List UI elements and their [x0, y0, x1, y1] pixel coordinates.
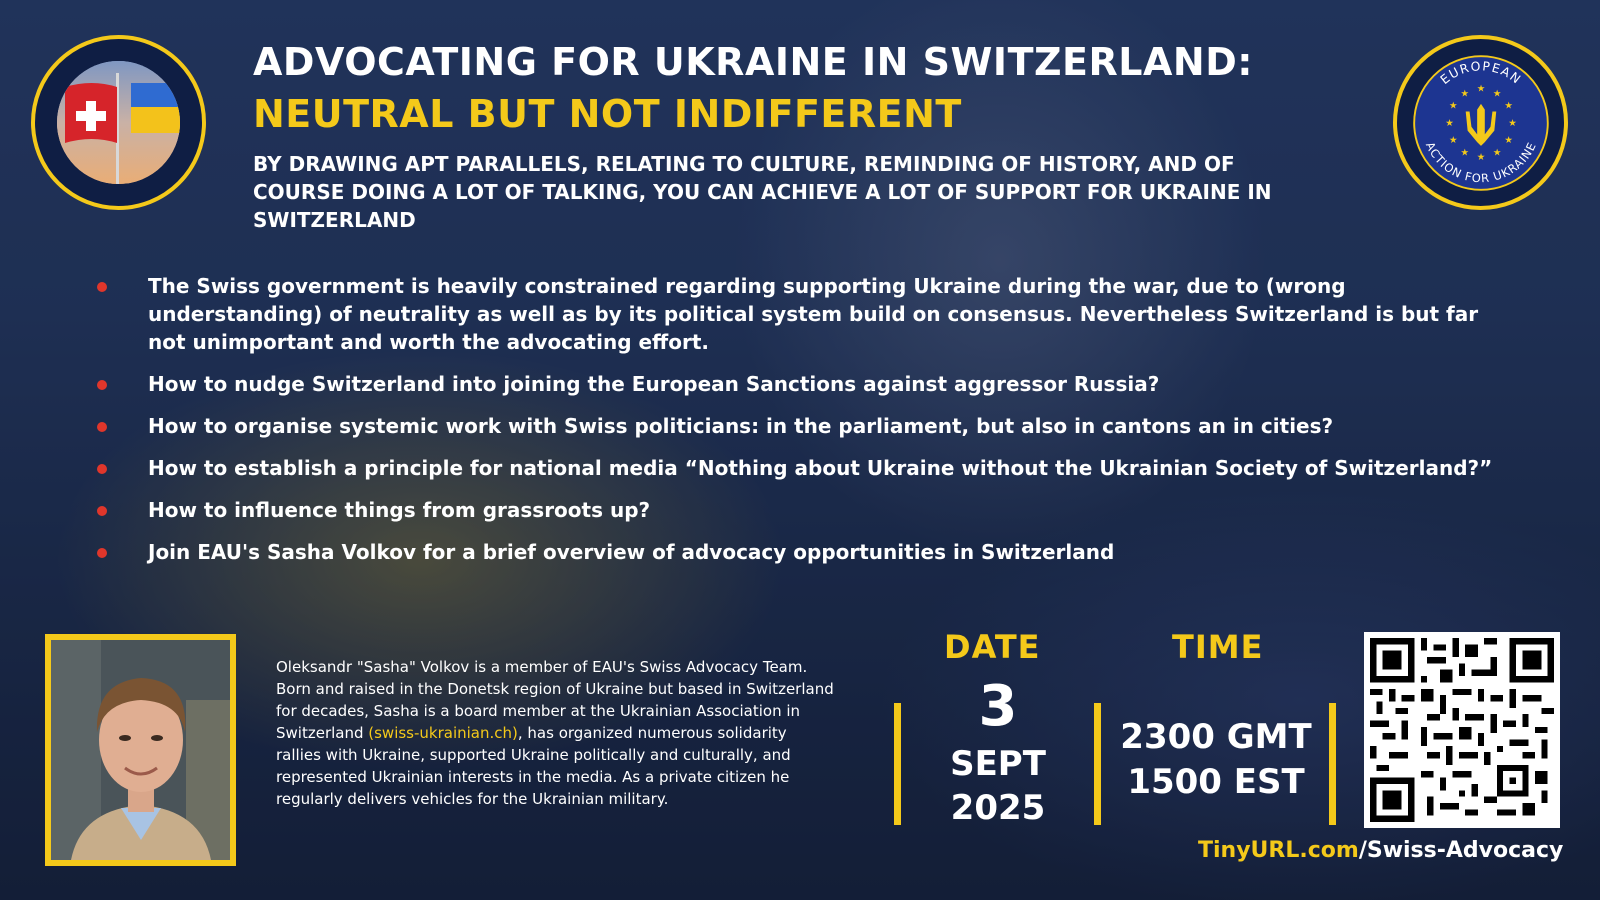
list-item	[92, 538, 1522, 566]
list-item	[92, 370, 1522, 398]
list-item	[92, 272, 1522, 356]
logo-bottom-text: ACTION FOR UKRAINE	[1422, 139, 1540, 186]
event-time-est: 1500 EST	[1127, 762, 1305, 802]
svg-text:★: ★	[1476, 83, 1486, 95]
bullet-text: How to organise systemic work with Swiss politicians: in the parliament, but also in cantons an in cities?	[148, 414, 1334, 438]
speaker-bio	[276, 656, 836, 810]
event-day: 3	[978, 674, 1018, 739]
event-month: SEPT	[950, 744, 1046, 784]
svg-text:★: ★	[1504, 100, 1513, 112]
url-host[interactable]: TinyURL.com	[1198, 838, 1359, 863]
bullet-list	[92, 272, 1522, 580]
date-label: DATE	[944, 628, 1041, 666]
title-line-2: NEUTRAL BUT NOT INDIFFERENT	[253, 92, 962, 136]
list-item	[92, 496, 1522, 524]
svg-text:★: ★	[1445, 117, 1454, 129]
swiss-ukraine-flags-icon	[57, 61, 180, 184]
bullet-dot-icon	[97, 282, 107, 292]
svg-text:★: ★	[1449, 100, 1458, 112]
list-item	[92, 454, 1522, 482]
speaker-photo	[45, 634, 236, 866]
svg-text:★: ★	[1492, 88, 1502, 100]
qr-code-icon[interactable]	[1364, 632, 1560, 828]
bullet-text: How to establish a principle for national media “Nothing about Ukraine without the Ukrainian Society of Switzerland?”	[148, 456, 1493, 480]
bio-text-continued: , has organized numerous solidarity rallies with Ukraine, supported Ukraine politically and culturally, and represented Ukrainian interests in the media. As a private citizen he regularly delivers vehicles for the Ukrainian military.	[276, 724, 791, 808]
event-time-gmt: 2300 GMT	[1120, 717, 1312, 757]
svg-text:★: ★	[1460, 88, 1470, 100]
bullet-dot-icon	[97, 380, 107, 390]
bullet-text: How to nudge Switzerland into joining the European Sanctions against aggressor Russia?	[148, 372, 1160, 396]
title-line-1: ADVOCATING FOR UKRAINE IN SWITZERLAND:	[253, 40, 1253, 84]
url-path[interactable]: /Swiss-Advocacy	[1358, 838, 1564, 863]
bio-text: Oleksandr "Sasha" Volkov is a member of EAU's Swiss Advocacy Team. Born and raised in the Donetsk region of Ukraine but based in Switzerland for decades, Sasha is a board member at the Ukrainian Association in Switzerland	[276, 658, 834, 742]
bullet-dot-icon	[97, 506, 107, 516]
page-title	[253, 36, 1253, 140]
svg-text:★: ★	[1504, 135, 1513, 147]
bullet-text: The Swiss government is heavily constrained regarding supporting Ukraine during the war, due to (wrong understanding) of neutrality as well as by its political system build on consensus. Nevertheless Switzerland is but far not unimportant and worth the advocating effort.	[148, 274, 1479, 354]
logo-top-text: EUROPEAN	[1437, 58, 1525, 88]
flags-badge	[31, 35, 206, 210]
list-item	[92, 412, 1522, 440]
svg-text:★: ★	[1449, 135, 1458, 147]
bullet-dot-icon	[97, 464, 107, 474]
bullet-text: Join EAU's Sasha Volkov for a brief overview of advocacy opportunities in Switzerland	[148, 540, 1115, 564]
subtitle: BY DRAWING APT PARALLELS, RELATING TO CULTURE, REMINDING OF HISTORY, AND OF COURSE DOING A LOT OF TALKING, YOU CAN ACHIEVE A LOT OF SUPPORT FOR UKRAINE IN SWITZERLAND	[253, 152, 1272, 232]
eau-logo-icon	[1393, 35, 1568, 210]
time-label: TIME	[1172, 628, 1264, 666]
svg-text:★: ★	[1476, 152, 1486, 164]
bullet-text: How to influence things from grassroots up?	[148, 498, 651, 522]
bio-association-link[interactable]: (swiss-ukrainian.ch)	[368, 724, 518, 742]
bullet-dot-icon	[97, 548, 107, 558]
bullet-dot-icon	[97, 422, 107, 432]
registration-url[interactable]	[1198, 838, 1563, 863]
svg-text:★: ★	[1460, 147, 1470, 159]
svg-text:★: ★	[1508, 117, 1517, 129]
svg-text:★: ★	[1492, 147, 1502, 159]
event-year: 2025	[950, 788, 1046, 828]
